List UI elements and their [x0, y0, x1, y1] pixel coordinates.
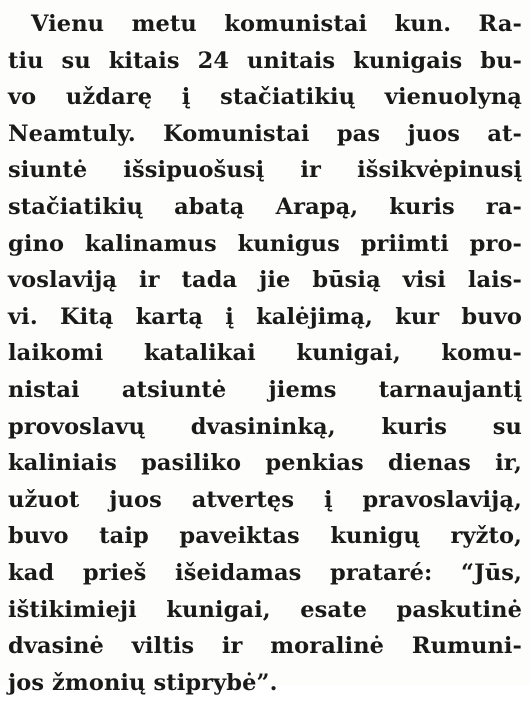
article-line: Neamtuly. Komunistai pas juos at-: [8, 120, 522, 147]
article-line: siuntė išsipuošusį ir išsikvėpinusį: [8, 157, 522, 184]
article-line: nistai atsiuntė jiems tarnaujantį: [8, 376, 522, 403]
article-line: gino kalinamus kunigus priimti pro-: [8, 230, 522, 257]
article-line: tiu su kitais 24 unitais kunigais bu-: [8, 47, 522, 74]
article-line: laikomi katalikai kunigai, komu-: [8, 340, 522, 367]
article-line: kaliniais pasiliko penkias dienas ir,: [8, 450, 522, 477]
article-line: vi. Kitą kartą į kalėjimą, kur buvo: [8, 303, 522, 330]
article-line: užuot juos atvertęs į pravoslaviją,: [8, 486, 522, 513]
article-line: kad prieš išeidamas prataré: “Jūs,: [8, 559, 522, 586]
article-line: buvo taip paveiktas kunigų ryžto,: [8, 523, 522, 550]
article-line: jos žmonių stiprybė”.: [8, 669, 278, 696]
article-line: vo uždarę į stačiatikių vienuolyną: [8, 84, 522, 111]
article-line: provoslavų dvasininką, kuris su: [8, 413, 522, 440]
article-line: voslaviją ir tada jie būsią visi lais-: [8, 267, 522, 294]
article-line: dvasinė viltis ir moralinė Rumuni-: [8, 633, 522, 660]
article-line: ištikimieji kunigai, esate paskutinė: [8, 596, 522, 623]
article-line: Vienu metu komunistai kun. Ra-: [31, 11, 522, 37]
article-line: stačiatikių abatą Arapą, kuris ra-: [8, 193, 522, 220]
article-text-column: [8, 6, 522, 701]
